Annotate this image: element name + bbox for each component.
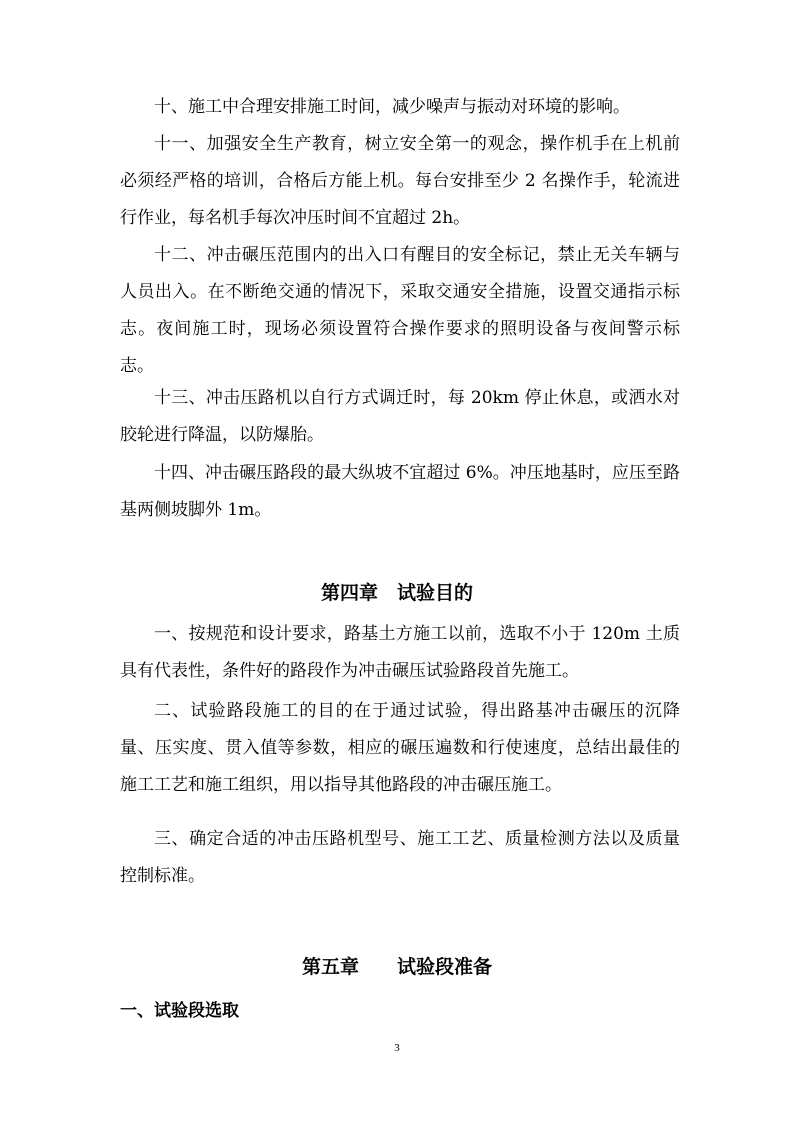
- paragraph-14: 十四、冲击碾压路段的最大纵坡不宜超过 6%。冲压地基时，应压至路基两侧坡脚外 1m。: [120, 463, 680, 520]
- paragraph-12: 十二、冲击碾压范围内的出入口有醒目的安全标记，禁止无关车辆与人员出入。在不断绝交通的情况下，采取交通安全措施，设置交通指示标志。夜间施工时，现场必须设置符合操作要求的照明设备与夜间警示标志。: [120, 245, 680, 376]
- chapter-4-title: 第四章 试验目的: [320, 582, 473, 604]
- chapter-4-paragraph-1: 一、按规范和设计要求，路基土方施工以前，选取不小于 120m 土质具有代表性，条件好的路段作为冲击碾压试验路段首先施工。: [120, 624, 680, 681]
- paragraph-13: 十三、冲击压路机以自行方式调迁时，每 20km 停止休息，或洒水对胶轮进行降温，以防爆胎。: [120, 388, 680, 445]
- chapter-4-paragraph-3: 三、确定合适的冲击压路机型号、施工工艺、质量检测方法以及质量控制标准。: [120, 829, 680, 886]
- paragraph-10: 十、施工中合理安排施工时间，减少噪声与振动对环境的影响。: [154, 97, 630, 117]
- paragraph-11: 十一、加强安全生产教育，树立安全第一的观念，操作机手在上机前必须经严格的培训，合格后方能上机。每台安排至少 2 名操作手，轮流进行作业，每名机手每次冲压时间不宜超过 2h。: [120, 134, 680, 228]
- page-number: 3: [394, 1042, 400, 1054]
- chapter-4-paragraph-2: 二、试验路段施工的目的在于通过试验，得出路基冲击碾压的沉降量、压实度、贯入值等参数，相应的碾压遍数和行使速度，总结出最佳的施工工艺和施工组织，用以指导其他路段的冲击碾压施工。: [120, 701, 680, 795]
- chapter-5-title: 第五章 试验段准备: [301, 956, 492, 978]
- section-heading: 一、试验段选取: [120, 1001, 239, 1021]
